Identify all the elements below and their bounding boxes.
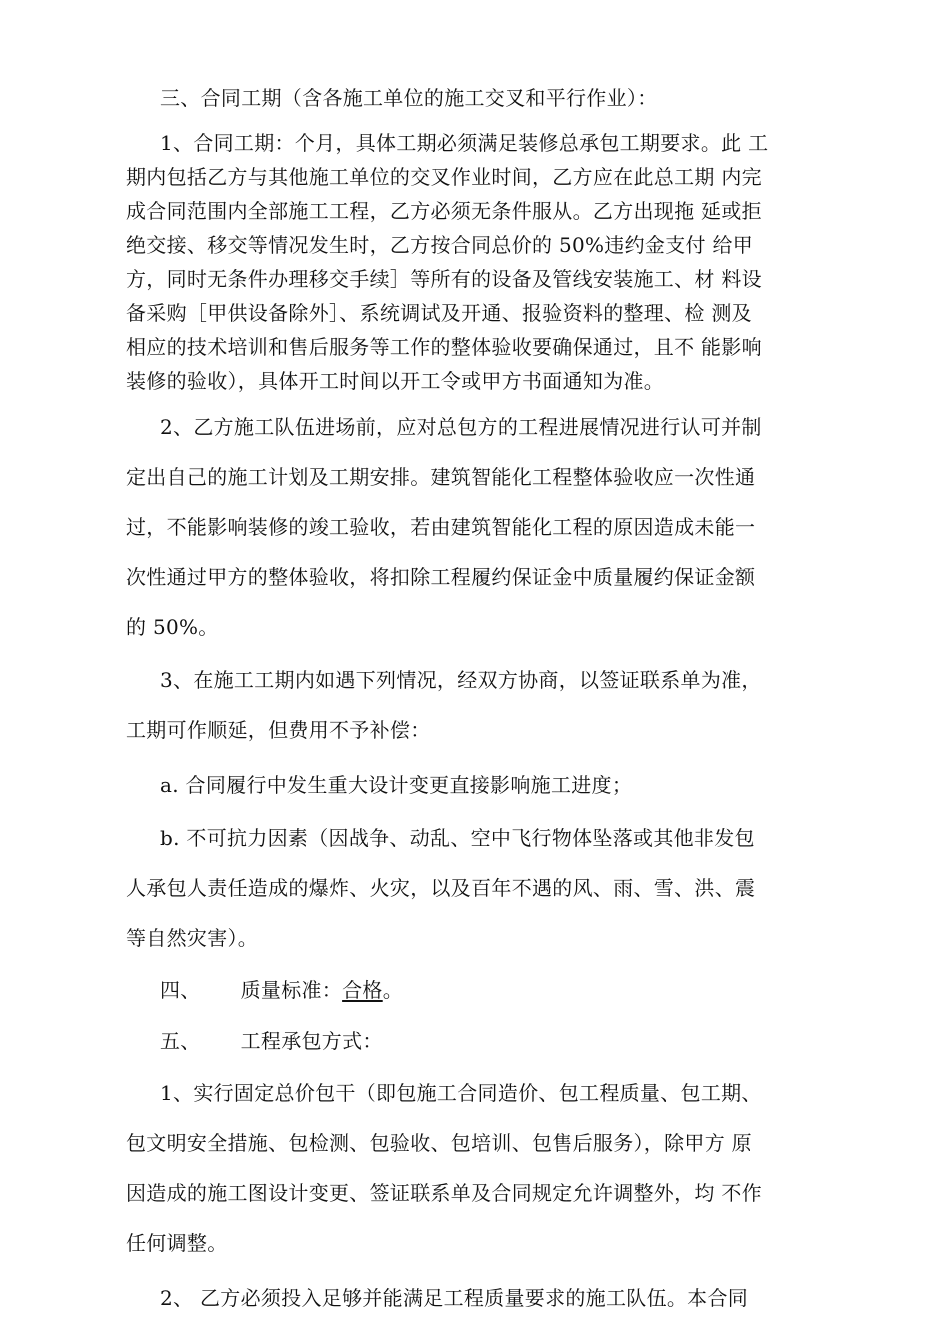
section-3-item-1-line-6: 备采购［甲供设备除外］、系统调试及开通、报验资料的整理、检 测及: [126, 301, 752, 325]
section-3-item-1-line-4: 绝交接、移交等情况发生时，乙方按合同总价的 50%违约金支付 给甲: [126, 233, 754, 257]
section-5-item-1-line-1: 1、实行固定总价包干（即包施工合同造价、包工程质量、包工期、: [160, 1081, 762, 1105]
section-3-item-1-line-1: 1、合同工期：个月，具体工期必须满足装修总承包工期要求。此 工: [160, 131, 769, 155]
section-3-item-2-line-5: 的 50%。: [126, 615, 219, 639]
section-3-item-1-line-8: 装修的验收），具体开工时间以开工令或甲方书面通知为准。: [126, 369, 665, 393]
section-4-quality-standard: [160, 976, 870, 1004]
section-3-item-2-line-3: 过，不能影响装修的竣工验收，若由建筑智能化工程的原因造成未能一: [126, 515, 756, 539]
section-3-item-3-line-1: 3、在施工工期内如遇下列情况，经双方协商，以签证联系单为准，: [160, 668, 762, 692]
section-4-end: 。: [382, 978, 404, 1002]
section-3-item-1-line-3: 成合同范围内全部施工工程，乙方必须无条件服从。乙方出现拖 延或拒: [126, 199, 762, 223]
section-3-item-1-line-2: 期内包括乙方与其他施工单位的交叉作业时间，乙方应在此总工期 内完: [126, 165, 762, 189]
section-5-item-1-line-4: 任何调整。: [126, 1231, 228, 1255]
section-4-label: 质量标准：: [240, 978, 343, 1002]
section-3-item-2-line-2: 定出自己的施工计划及工期安排。建筑智能化工程整体验收应一次性通: [126, 465, 756, 489]
section-3-item-2-line-4: 次性通过甲方的整体验收，将扣除工程履约保证金中质量履约保证金额: [126, 565, 756, 589]
section-5-heading: [160, 1027, 870, 1055]
section-3-item-b-line-1: b. 不可抗力因素（因战争、动乱、空中飞行物体坠落或其他非发包: [160, 826, 755, 850]
section-5-label: 工程承包方式：: [240, 1029, 383, 1053]
section-3-item-b-line-2: 人承包人责任造成的爆炸、火灾，以及百年不遇的风、雨、雪、洪、震: [126, 876, 756, 900]
section-5-item-1-line-2: 包文明安全措施、包检测、包验收、包培训、包售后服务），除甲方 原: [126, 1131, 752, 1155]
section-3-item-2-line-1: 2、乙方施工队伍进场前，应对总包方的工程进展情况进行认可并制: [160, 415, 762, 439]
section-4-value: 合格: [342, 978, 383, 1002]
section-3-item-1-line-5: 方，同时无条件办理移交手续］等所有的设备及管线安装施工、材 料设: [126, 267, 762, 291]
section-5-item-1-line-3: 因造成的施工图设计变更、签证联系单及合同规定允许调整外，均 不作: [126, 1181, 762, 1205]
section-3-item-b-line-3: 等自然灾害）。: [126, 926, 259, 950]
section-3-item-a: a. 合同履行中发生重大设计变更直接影响施工进度；: [160, 773, 633, 797]
section-3-item-1-line-7: 相应的技术培训和售后服务等工作的整体验收要确保通过，且不 能影响: [126, 335, 762, 359]
section-5-number: 五、: [160, 1029, 201, 1053]
section-4-number: 四、: [160, 978, 201, 1002]
section-3-item-3-line-2: 工期可作顺延，但费用不予补偿：: [126, 718, 431, 742]
section-3-heading: 三、合同工期（含各施工单位的施工交叉和平行作业）：: [160, 86, 658, 110]
section-5-item-2-line-1: 2、 乙方必须投入足够并能满足工程质量要求的施工队伍。本合同: [160, 1286, 749, 1310]
